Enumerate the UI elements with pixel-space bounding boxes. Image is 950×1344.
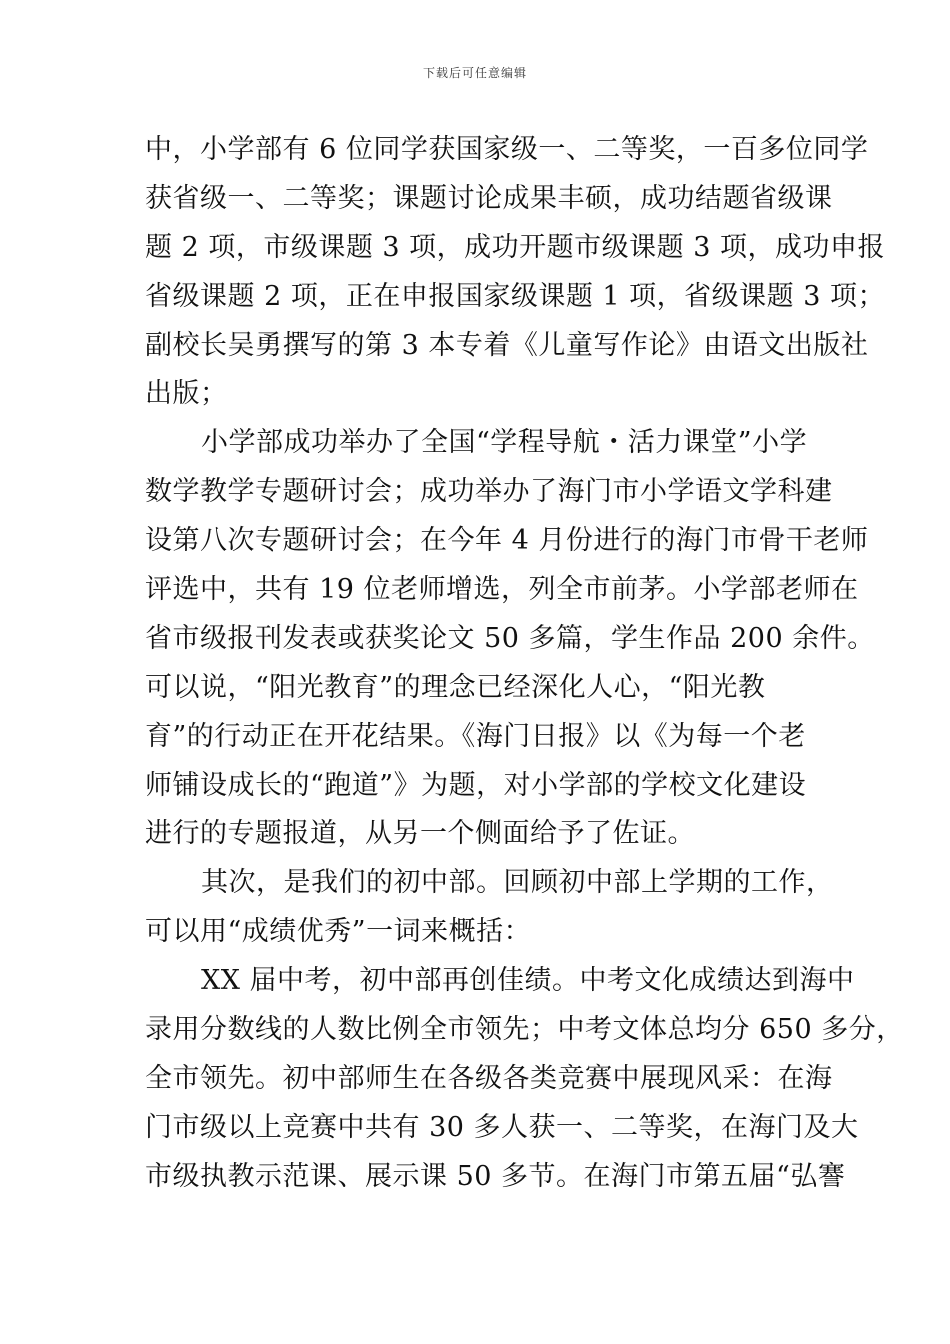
text-line: 题 2 项，市级课题 3 项，成功开题市级课题 3 项，成功申报 <box>145 231 886 263</box>
paragraph-start-line: 其次，是我们的初中部。回顾初中部上学期的工作， <box>201 867 834 899</box>
text-line: 中，小学部有 6 位同学获国家级一、二等奖，一百多位同学 <box>145 134 869 165</box>
text-line: 获省级一、二等奖；课题讨论成果丰硕，成功结题省级课 <box>145 182 833 214</box>
text-line: 省级课题 2 项，正在申报国家级课题 1 项，省级课题 3 项； <box>145 280 886 312</box>
text-line: 门市级以上竞赛中共有 30 多人获一、二等奖，在海门及大 <box>145 1111 859 1143</box>
text-line: 可以说，“阳光教育”的理念已经深化人心，“阳光教 <box>145 671 766 703</box>
text-line: 出版； <box>145 378 228 410</box>
text-line: 录用分数线的人数比例全市领先；中考文体总均分 650 多分， <box>145 1014 904 1046</box>
text-line: 设第八次专题研讨会；在今年 4 月份进行的海门市骨干老师 <box>145 525 869 557</box>
text-line: 市级执教示范课、展示课 50 多节。在海门市第五届“弘謇 <box>145 1160 846 1192</box>
text-line: 副校长吴勇撰写的第 3 本专着《儿童写作论》由语文出版社 <box>145 329 869 361</box>
text-line: 数学教学专题研讨会；成功举办了海门市小学语文学科建 <box>145 476 833 508</box>
text-line: 师铺设成长的“跑道”》为题，对小学部的学校文化建设 <box>145 769 807 801</box>
text-line: 省市级报刊发表或获奖论文 50 多篇，学生作品 200 余件。 <box>145 622 875 654</box>
document-body <box>145 126 904 1202</box>
paragraph-start-line: 小学部成功举办了全国“学程导航・活力课堂”小学 <box>201 427 808 459</box>
text-line: 育”的行动正在开花结果。《海门日报》以《为每一个老 <box>145 720 806 752</box>
text-line: 可以用“成绩优秀”一词来概括： <box>145 916 532 948</box>
text-line: 进行的专题报道，从另一个侧面给予了佐证。 <box>145 818 695 850</box>
text-line: 评选中，共有 19 位老师增选，列全市前茅。小学部老师在 <box>145 574 859 606</box>
page-header: 下载后可任意编辑 <box>422 66 527 80</box>
text-line: 全市领先。初中部师生在各级各类竞赛中展现风采：在海 <box>145 1062 833 1094</box>
paragraph-start-line: XX 届中考，初中部再创佳绩。中考文化成绩达到海中 <box>201 965 855 997</box>
